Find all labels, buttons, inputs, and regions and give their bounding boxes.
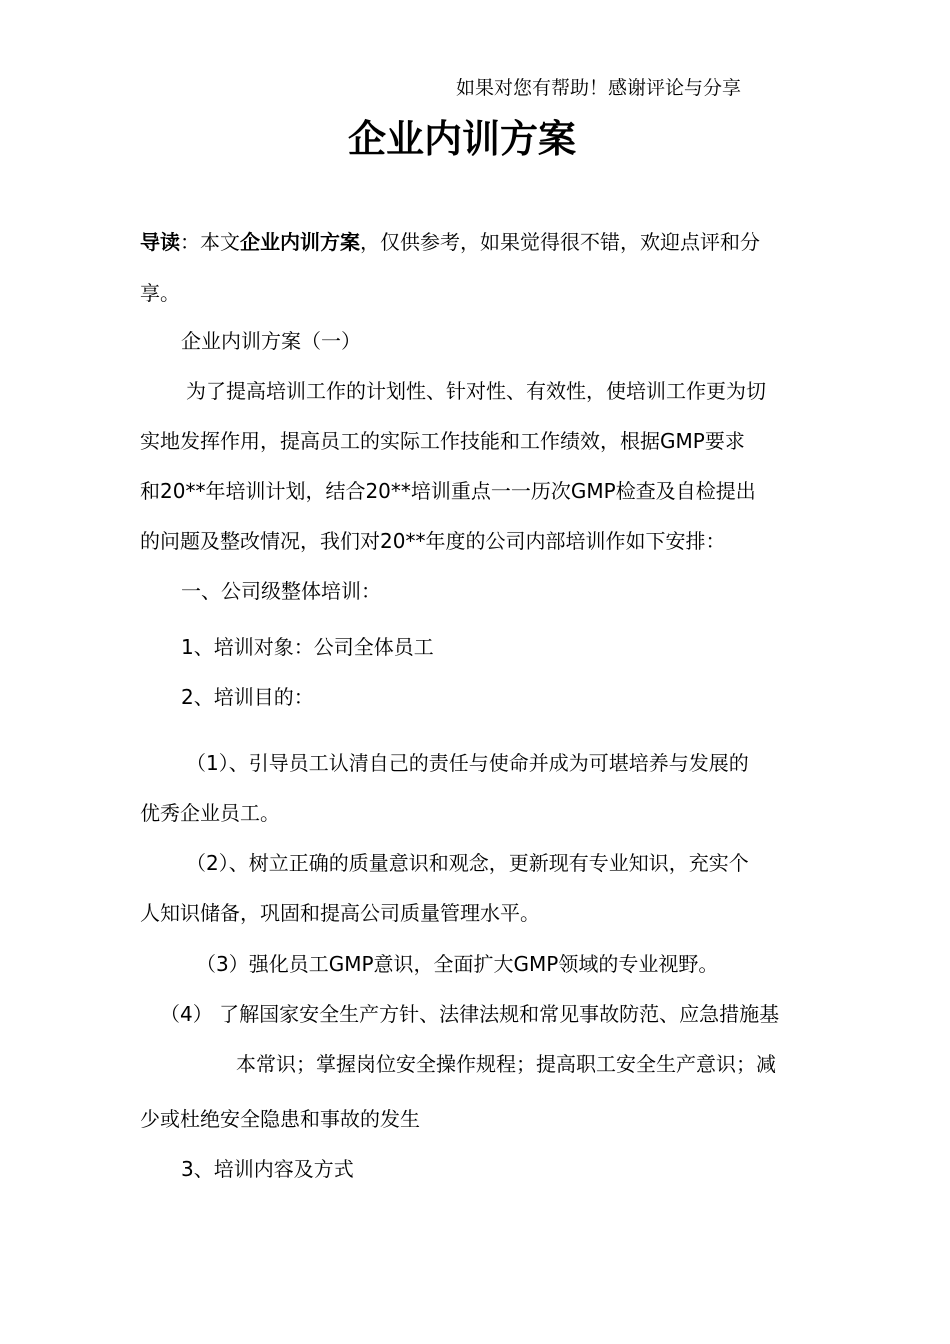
intro-text: ，仅供参考，如果觉得很不错，欢迎点评和分 [360,230,760,254]
goal-1-line-2: 优秀企业员工。 [140,801,280,825]
goal-2-line-1: （2）、树立正确的质量意识和观念，更新现有专业知识，充实个 [186,851,749,875]
goal-1-line-1: （1）、引导员工认清自己的责任与使命并成为可堪培养与发展的 [186,751,749,775]
body-line-3: 和20**年培训计划，结合20**培训重点一一历次GMP检查及自检提出 [140,479,756,503]
item-training-target: 1、培训对象：公司全体员工 [181,635,434,659]
goal-4-line-1: （4） 了解国家安全生产方针、法律法规和常见事故防范、应急措施基 [160,1002,780,1026]
intro-label: 导读 [140,230,180,254]
document-title: 企业内训方案 [348,117,577,161]
header-note: 如果对您有帮助！感谢评论与分享 [456,77,742,99]
intro-prefix: ：本文 [180,230,240,254]
section-title: 企业内训方案（一） [181,329,361,353]
intro-doc-name: 企业内训方案 [240,230,360,254]
goal-4-line-2: 本常识；掌握岗位安全操作规程；提高职工安全生产意识；减 [236,1052,776,1076]
item-training-content: 3、培训内容及方式 [181,1157,354,1181]
intro-line-1 [140,228,760,256]
item-training-purpose: 2、培训目的： [181,685,314,709]
goal-2-line-2: 人知识储备，巩固和提高公司质量管理水平。 [140,901,540,925]
body-line-1: 为了提高培训工作的计划性、针对性、有效性，使培训工作更为切 [186,379,766,403]
body-line-2: 实地发挥作用，提高员工的实际工作技能和工作绩效，根据GMP要求 [140,429,745,453]
heading-company-training: 一、公司级整体培训： [181,579,381,603]
intro-line-2: 享。 [140,281,180,305]
goal-3: （3）强化员工GMP意识，全面扩大GMP领域的专业视野。 [196,952,719,976]
goal-4-line-3: 少或杜绝安全隐患和事故的发生 [140,1107,420,1131]
body-line-4: 的问题及整改情况，我们对20**年度的公司内部培训作如下安排： [140,529,726,553]
